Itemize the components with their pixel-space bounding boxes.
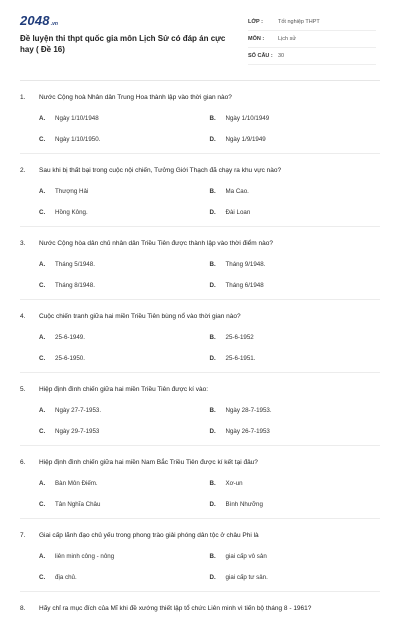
logo-text: 2048: [20, 13, 50, 28]
option-letter: A.: [39, 188, 46, 195]
option-text: liên minh công - nông: [55, 553, 115, 560]
question-item: [20, 227, 380, 300]
option-letter: C.: [39, 282, 46, 289]
question-number: 3.: [20, 240, 26, 247]
question-number: 1.: [20, 94, 26, 101]
option-letter: D.: [209, 501, 216, 508]
option-letter: A.: [39, 480, 46, 487]
meta-row-subject: [248, 31, 376, 48]
answer-option-c[interactable]: [39, 427, 210, 436]
meta-value: Tốt nghiệp THPT: [278, 19, 320, 25]
answer-option-d[interactable]: [210, 500, 381, 509]
option-text: giai cấp tư sản.: [225, 574, 268, 581]
answer-options: [20, 114, 380, 144]
answer-options: [20, 406, 380, 436]
question-item: [20, 373, 380, 446]
question-item: [20, 446, 380, 519]
answer-option-d[interactable]: [210, 208, 381, 217]
option-letter: C.: [39, 355, 46, 362]
question-text: Cuộc chiến tranh giữa hai miền Triều Tiên bùng nổ vào thời gian nào?: [39, 313, 241, 320]
option-text: Bàn Môn Điếm.: [55, 480, 98, 487]
option-text: Tháng 6/1948: [225, 282, 264, 289]
option-letter: B.: [209, 115, 216, 122]
answer-option-a[interactable]: [39, 479, 210, 488]
question-item: [20, 592, 380, 622]
question-text: Hiệp định đình chiến giữa hai miền Triều Tiên được kí vào:: [39, 386, 209, 393]
answer-option-b[interactable]: [210, 406, 381, 415]
question-line: [20, 531, 380, 540]
question-text: Hãy chỉ ra mục đích của Mĩ khi đề xướng thiết lập tổ chức Liên minh vì tiến bộ tháng 8 - 1961?: [39, 605, 312, 612]
answer-options: [20, 333, 380, 363]
answer-option-a[interactable]: [39, 260, 210, 269]
option-text: Ma Cao.: [225, 188, 249, 195]
answer-options: [20, 260, 380, 290]
answer-options: [20, 552, 380, 582]
question-number: 8.: [20, 605, 26, 612]
answer-option-d[interactable]: [210, 135, 381, 144]
option-letter: A.: [39, 261, 46, 268]
option-text: 25-6-1950.: [55, 355, 85, 362]
option-letter: A.: [39, 553, 46, 560]
option-text: Bình Nhưỡng: [225, 501, 263, 508]
question-text: Giai cấp lãnh đạo chủ yếu trong phong trào giải phóng dân tộc ở châu Phi là: [39, 532, 259, 539]
question-list: [20, 81, 380, 622]
answer-option-a[interactable]: [39, 406, 210, 415]
question-text: Sau khi bị thất bại trong cuộc nội chiến, Tưởng Giới Thạch đã chạy ra khu vực nào?: [39, 167, 282, 174]
question-line: [20, 458, 380, 467]
answer-option-d[interactable]: [210, 281, 381, 290]
option-text: Tháng 9/1948.: [225, 261, 266, 268]
answer-option-c[interactable]: [39, 354, 210, 363]
option-text: Tháng 8/1948.: [55, 282, 95, 289]
question-number: 4.: [20, 313, 26, 320]
meta-info: [248, 14, 376, 65]
option-letter: B.: [209, 553, 216, 560]
option-letter: C.: [39, 428, 46, 435]
question-number: 7.: [20, 532, 26, 539]
option-letter: B.: [209, 480, 216, 487]
option-text: Ngày 26-7-1953: [225, 428, 270, 435]
question-line: [20, 385, 380, 394]
answer-option-d[interactable]: [210, 427, 381, 436]
answer-option-a[interactable]: [39, 114, 210, 123]
answer-option-c[interactable]: [39, 135, 210, 144]
option-text: 25-6-1951.: [225, 355, 256, 362]
question-text: Hiệp định đình chiến giữa hai miền Nam Bắc Triều Tiên được kí kết tại đâu?: [39, 459, 258, 466]
brand-column: [20, 14, 240, 55]
document-header: [20, 14, 380, 81]
option-text: Xơ-un: [225, 480, 243, 487]
option-letter: B.: [209, 407, 216, 414]
option-letter: D.: [209, 355, 216, 362]
option-text: Ngày 28-7-1953.: [225, 407, 272, 414]
question-item: [20, 154, 380, 227]
answer-option-a[interactable]: [39, 552, 210, 561]
answer-option-a[interactable]: [39, 187, 210, 196]
option-letter: A.: [39, 115, 46, 122]
option-text: Tân Nghĩa Châu: [55, 501, 101, 508]
option-text: Ngày 1/10/1948: [55, 115, 99, 122]
answer-options: [20, 479, 380, 509]
option-text: Ngày 27-7-1953.: [55, 407, 102, 414]
answer-option-b[interactable]: [210, 114, 381, 123]
question-number: 6.: [20, 459, 26, 466]
option-text: 25-6-1952: [225, 334, 254, 341]
option-text: Ngày 1/10/1949: [225, 115, 270, 122]
option-letter: C.: [39, 136, 46, 143]
answer-options: [20, 187, 380, 217]
option-text: Hồng Kông.: [55, 209, 88, 216]
option-text: Tháng 5/1948.: [55, 261, 95, 268]
site-logo[interactable]: [20, 14, 240, 27]
meta-label: MÔN :: [248, 36, 265, 42]
question-item: [20, 81, 380, 154]
option-text: Ngày 1/10/1950.: [55, 136, 101, 143]
option-text: 25-6-1949.: [55, 334, 85, 341]
question-line: [20, 93, 380, 102]
answer-option-d[interactable]: [210, 354, 381, 363]
document-title: Đề luyện thi thpt quốc gia môn Lịch Sử có đáp án cực hay ( Đề 16): [20, 34, 226, 54]
answer-option-d[interactable]: [210, 573, 381, 582]
meta-row-grade: [248, 14, 376, 31]
answer-option-c[interactable]: [39, 500, 210, 509]
question-text: Nước Cộng hoà Nhân dân Trung Hoa thành lập vào thời gian nào?: [39, 94, 232, 101]
meta-value: 30: [278, 53, 285, 59]
question-number: 5.: [20, 386, 26, 393]
meta-value: Lịch sử: [278, 36, 297, 42]
meta-row-question-count: [248, 48, 376, 65]
question-line: [20, 166, 380, 175]
option-text: địa chủ.: [55, 574, 77, 581]
question-number: 2.: [20, 167, 26, 174]
meta-label: SỐ CÂU :: [248, 53, 273, 59]
option-letter: D.: [209, 282, 216, 289]
option-letter: A.: [39, 334, 46, 341]
question-text: Nước Cộng hòa dân chủ nhân dân Triều Tiên được thành lập vào thời điểm nào?: [39, 240, 273, 247]
answer-option-c[interactable]: [39, 573, 210, 582]
option-letter: C.: [39, 574, 46, 581]
answer-option-b[interactable]: [210, 333, 381, 342]
option-letter: D.: [209, 574, 216, 581]
option-letter: B.: [209, 334, 216, 341]
answer-option-b[interactable]: [210, 187, 381, 196]
question-item: [20, 519, 380, 592]
option-letter: B.: [209, 261, 216, 268]
option-letter: C.: [39, 209, 46, 216]
question-line: [20, 604, 380, 613]
answer-option-a[interactable]: [39, 333, 210, 342]
answer-option-b[interactable]: [210, 260, 381, 269]
option-letter: A.: [39, 407, 46, 414]
option-text: Đài Loan: [225, 209, 251, 216]
answer-option-b[interactable]: [210, 479, 381, 488]
option-text: giai cấp vô sản: [225, 553, 267, 560]
option-text: Thượng Hải: [55, 188, 89, 195]
logo-suffix: .vn: [50, 21, 58, 27]
question-line: [20, 312, 380, 321]
answer-option-c[interactable]: [39, 208, 210, 217]
meta-label: LỚP :: [248, 19, 263, 25]
question-line: [20, 239, 380, 248]
option-text: Ngày 1/9/1949: [225, 136, 266, 143]
option-text: Ngày 29-7-1953: [55, 428, 100, 435]
option-letter: D.: [209, 209, 216, 216]
option-letter: B.: [209, 188, 216, 195]
answer-option-c[interactable]: [39, 281, 210, 290]
answer-option-b[interactable]: [210, 552, 381, 561]
option-letter: D.: [209, 428, 216, 435]
option-letter: C.: [39, 501, 46, 508]
option-letter: D.: [209, 136, 216, 143]
question-item: [20, 300, 380, 373]
